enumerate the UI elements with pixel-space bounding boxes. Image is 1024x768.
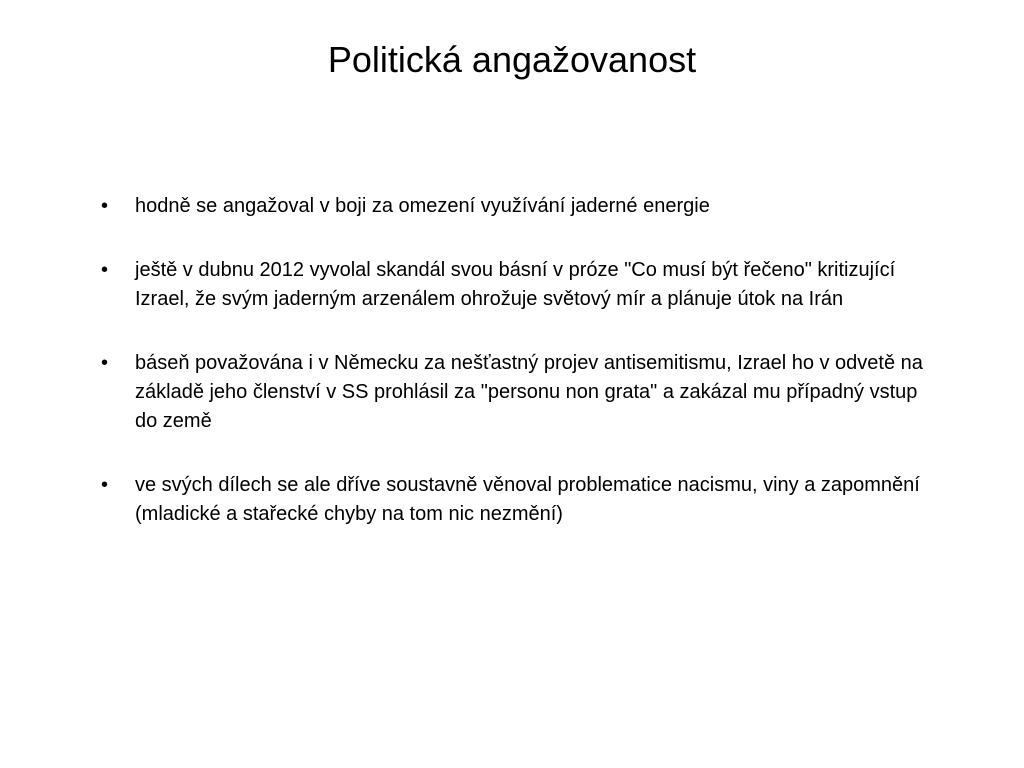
bullet-text: ještě v dubnu 2012 vyvolal skandál svou básní v próze "Co musí být řečeno" kritizující Izrael, že svým jaderným arzenálem ohrožuje světový mír a plánuje útok na Irán: [135, 259, 896, 310]
slide-title: Politická angažovanost: [327, 39, 697, 80]
bullet-marker: •: [101, 259, 109, 281]
bullet-text: ve svých dílech se ale dříve soustavně věnoval problematice nacismu, viny a zapomnění (mladické a stařecké chyby na tom nic nezmění): [135, 474, 920, 525]
bullet-item: [101, 471, 931, 529]
bullet-marker: •: [101, 195, 109, 217]
bullet-item: [101, 349, 931, 436]
bullet-text: hodně se angažoval v boji za omezení využívání jaderné energie: [135, 195, 710, 217]
bullet-text: báseň považována i v Německu za nešťastný projev antisemitismu, Izrael ho v odvetě na základě jeho členství v SS prohlásil za "personu non grata" a zakázal mu případný vstup do země: [135, 352, 923, 432]
bullet-item: [101, 192, 931, 221]
bullet-list: [101, 192, 931, 564]
bullet-marker: •: [101, 352, 109, 374]
bullet-marker: •: [101, 474, 109, 496]
bullet-item: [101, 256, 931, 314]
